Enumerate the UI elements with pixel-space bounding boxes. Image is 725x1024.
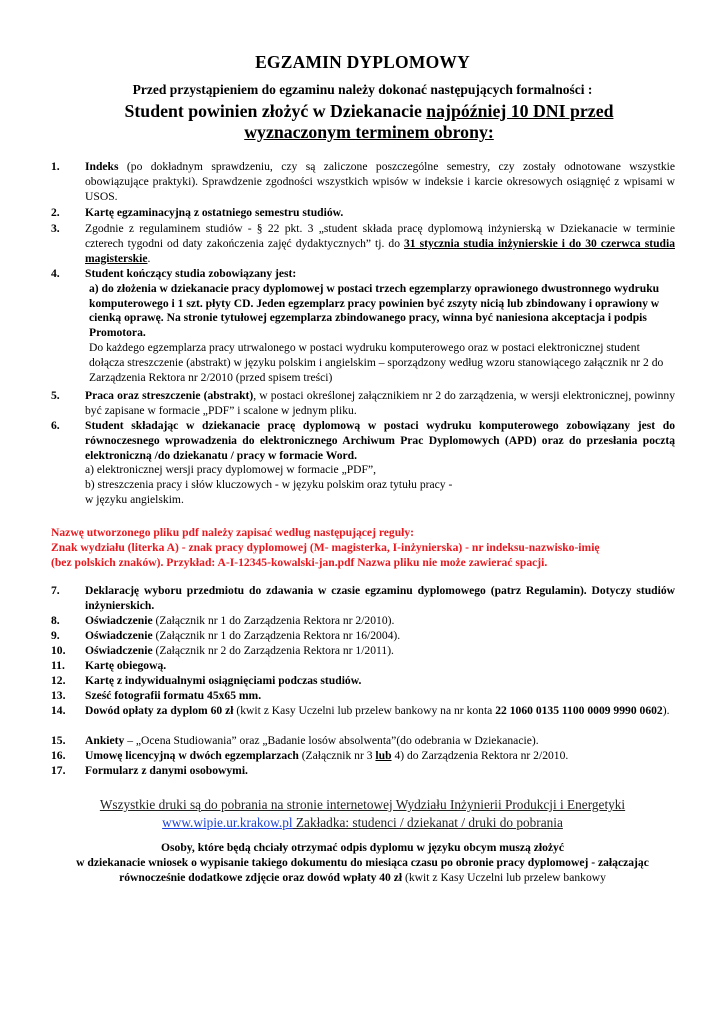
item-number: 1. — [51, 160, 60, 173]
item-number: 4. — [51, 267, 60, 280]
item-bold: Kartę z indywidualnymi osiągnięciami podczas studiów. — [85, 674, 362, 687]
item-text: (Załącznik nr 3 — [298, 749, 376, 762]
faculty-website-link[interactable]: www.wipie.ur.krakow.pl — [162, 815, 293, 830]
downloads-line: Wszystkie druki są do pobrania na stronie internetowej Wydziału Inżynierii Produkcji i Energetyki — [99, 797, 626, 812]
item-text: (Załącznik nr 2 do Zarządzenia Rektora nr 1/2011). — [152, 644, 394, 657]
item-sub-b: b) streszczenia pracy i słów kluczowych - w języku polskim oraz tytułu pracy - — [85, 478, 453, 492]
item-deadlines: 31 stycznia studia inżynierskie i do 30 czerwca studia magisterskie — [85, 236, 675, 265]
footer-line: Osoby, które będą chciały otrzymać odpis dyplomu w języku obcym muszą złożyć — [161, 841, 564, 854]
item-number: 14. — [51, 704, 66, 717]
item-bold: Sześć fotografii formatu 45x65 mm. — [85, 689, 262, 702]
item-text: (kwit z Kasy Uczelni lub przelew bankowy na nr konta — [233, 704, 496, 717]
intro-text: Przed przystąpieniem do egzaminu należy dokonać następujących formalności : — [132, 82, 593, 97]
item-text: Zgodnie z regulaminem studiów - § 22 pkt. 3 „student składa pracę dyplomową inżynierską w Dziekanacie w terminie czterech tygodni od daty zakończenia zajęć dydaktycznych” tj. do — [85, 222, 675, 250]
item-sub-c: w języku angielskim. — [85, 492, 184, 506]
item-number: 8. — [51, 614, 60, 627]
item-sub-a: a) do złożenia w dziekanacie pracy dyplomowej w postaci trzech egzemplarzy oprawionego dwustronnego wydruku komputerowego i 1 szt. płyty CD. Jeden egzemplarz pracy powinien być zszyty nicią lub zbindowany i oprawiony w cienką oprawę. Na stronie tytułowej egzemplarza zbindowanego pracy, winna być naniesiona akceptacja i podpis Promotora. — [89, 281, 660, 340]
headline — [60, 101, 678, 143]
item-number: 17. — [51, 764, 66, 777]
item-bold: Oświadczenie — [85, 614, 153, 627]
item-bold: Oświadczenie — [85, 644, 153, 657]
headline-deadline: najpóźniej 10 DNI przed — [426, 101, 614, 121]
item-text: (po dokładnym sprawdzeniu, czy są zaliczone poszczególne semestry, czy zostały odnotowane wszystkie obowiązujące praktyki). Sprawdzenie zgodności wszystkich wpisów w indeksie i karcie okresowych osiągnięć z wpisami w USOS. — [85, 160, 675, 203]
note-line: (bez polskich znaków). Przykład: A-I-12345-kowalski-jan.pdf Nazwa pliku nie może zawierać spacji. — [51, 555, 548, 569]
item-bold: Dowód opłaty za dyplom 60 zł — [85, 704, 234, 717]
item-sub-a: a) elektronicznej wersji pracy dyplomowej w formacie „PDF”, — [85, 463, 377, 477]
item-bold: Ankiety — [85, 734, 125, 747]
item-bold: Indeks — [85, 160, 119, 173]
filename-rule-note — [51, 526, 671, 570]
item-sub-b: Do każdego egzemplarza pracy utrwalonego w postaci wydruku komputerowego oraz w postaci elektronicznej student dołącza streszczenie (abstrakt) w języku polskim i angielskim – sporządzony według wzoru stanowiącego załącznik nr 2 do Zarządzenia Rektora nr 2/2010 (przed spisem treści) — [89, 340, 664, 384]
note-line: Znak wydziału (literka A) - znak pracy dyplomowej (M- magisterka, I-inżynierska) - nr indeksu-nazwisko-imię — [51, 540, 600, 554]
item-bold: Praca oraz streszczenie (abstrakt) — [85, 389, 254, 402]
page-title: EGZAMIN DYPLOMOWY — [255, 52, 470, 72]
item-number: 10. — [51, 644, 66, 657]
item-number: 6. — [51, 419, 60, 432]
item-bold: Formularz z danymi osobowymi. — [85, 764, 248, 777]
footer-line: w dziekanacie wniosek o wypisanie takiego dokumentu do miesiąca czasu po obronie pracy dyplomowej - załączając — [76, 856, 649, 869]
item-or: lub — [375, 749, 392, 762]
downloads-info — [0, 796, 725, 832]
item-number: 15. — [51, 734, 66, 747]
item-number: 11. — [51, 659, 65, 672]
bank-account-number: 22 1060 0135 1100 0009 9990 0602 — [495, 704, 663, 717]
item-bold: Kartę egzaminacyjną z ostatniego semestru studiów. — [85, 206, 344, 219]
item-tail: 4) do Zarządzenia Rektora nr 2/2010. — [391, 749, 569, 762]
item-number: 7. — [51, 584, 60, 597]
headline-part3: wyznaczonym terminem obrony: — [244, 122, 494, 142]
item-number: 13. — [51, 689, 66, 702]
item-bold: Deklarację wyboru przedmiotu do zdawania w czasie egzaminu dyplomowego (patrz Regulamin). Dotyczy studiów inżynierskich. — [85, 584, 675, 612]
item-tail: ). — [662, 704, 670, 717]
item-bold: Student kończący studia zobowiązany jest: — [85, 267, 297, 280]
item-number: 3. — [51, 222, 60, 235]
note-line: Nazwę utworzonego pliku pdf należy zapisać według następującej reguły: — [51, 526, 415, 539]
item-bold: Umowę licencyjną w dwóch egzemplarzach — [85, 749, 299, 762]
item-tail: . — [147, 251, 151, 265]
item-number: 5. — [51, 389, 60, 402]
foreign-language-diploma-note — [40, 840, 685, 885]
item-text: (Załącznik nr 1 do Zarządzenia Rektora nr 16/2004). — [152, 629, 401, 642]
item-number: 12. — [51, 674, 66, 687]
item-number: 9. — [51, 629, 60, 642]
item-text: , w postaci określonej załącznikiem nr 2 do zarządzenia, w wersji elektronicznej, powinny być zapisane w formacie „PDF” i scalone w jednym pliku. — [85, 389, 675, 417]
footer-line: równocześnie dodatkowe zdjęcie oraz dowód wpłaty 40 zł — [119, 871, 403, 884]
item-bold: Oświadczenie — [85, 629, 153, 642]
item-text: (Załącznik nr 1 do Zarządzenia Rektora nr 2/2010). — [152, 614, 395, 627]
item-bold: Kartę obiegową. — [85, 659, 167, 672]
item-number: 2. — [51, 206, 60, 219]
footer-line-tail: (kwit z Kasy Uczelni lub przelew bankowy — [402, 871, 606, 884]
item-text: – „Ocena Studiowania” oraz „Badanie losów absolwenta”(do odebrania w Dziekanacie). — [124, 734, 539, 747]
headline-part1: Student powinien złożyć w Dziekanacie — [124, 101, 427, 121]
item-number: 16. — [51, 749, 66, 762]
item-bold: Student składając w dziekanacie pracę dyplomową w postaci wydruku komputerowego zobowiązany jest do równoczesnego wprowadzenia do elektronicznego Archiwum Prac Dyplomowych (APD) oraz do przesłania pocztą elektroniczną /do dziekanatu / pracy w formacie Word. — [85, 419, 675, 462]
downloads-tab-path: Zakładka: studenci / dziekanat / druki do pobrania — [292, 815, 563, 830]
